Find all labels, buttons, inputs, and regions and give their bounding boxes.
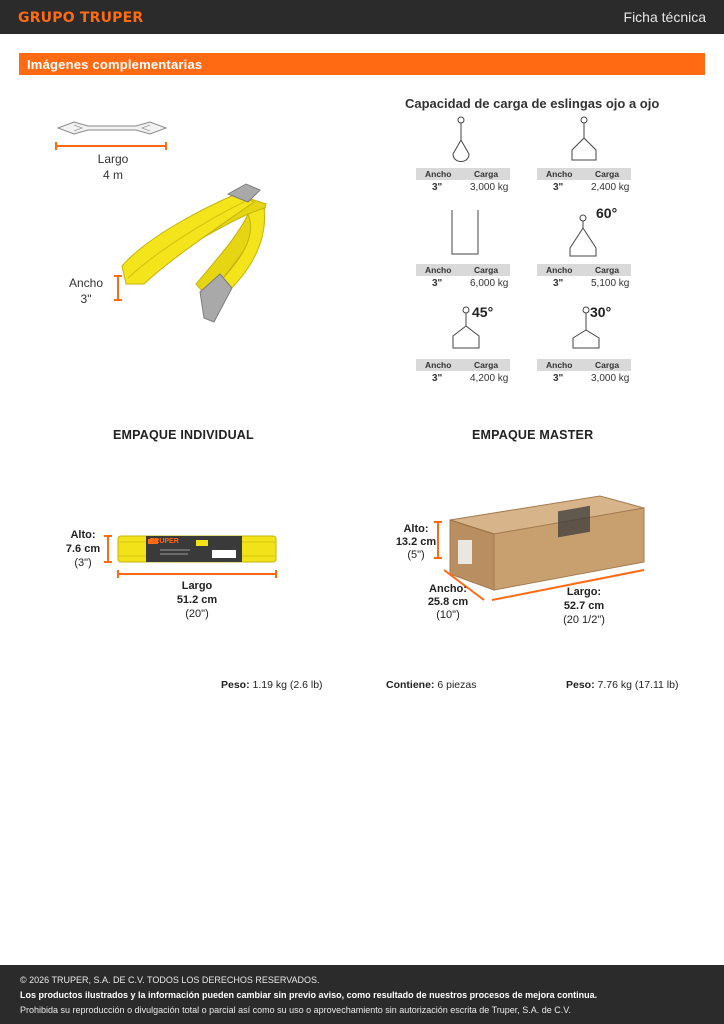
master-peso-value: 7.76 kg (17.11 lb)	[597, 679, 679, 691]
double-vertical-icon	[444, 208, 486, 260]
master-weight	[566, 679, 678, 691]
load-value: 4,200 kg	[470, 373, 509, 384]
largo-value: 4 m	[102, 168, 123, 182]
width-header: Ancho	[546, 265, 573, 275]
load-value: 6,000 kg	[470, 278, 509, 289]
angle-label-45: 45°	[472, 304, 494, 320]
document-type-title: Ficha técnica	[623, 9, 706, 25]
width-value: 3"	[432, 373, 443, 384]
width-value: 3"	[432, 182, 443, 193]
angle-label-60: 60°	[596, 205, 618, 221]
individual-largo-cm: 51.2 cm	[176, 594, 218, 606]
ancho-value: 3"	[80, 292, 92, 306]
load-value: 2,400 kg	[591, 182, 630, 193]
master-largo-cm: 52.7 cm	[563, 600, 605, 612]
vertical-basket-icon	[448, 114, 474, 166]
master-peso-label: Peso:	[566, 679, 595, 691]
individual-largo-label: Largo	[181, 580, 213, 592]
load-header: Carga	[595, 265, 620, 275]
master-alto-label: Alto:	[403, 523, 429, 535]
ancho-label: Ancho	[68, 276, 104, 290]
master-alto-in: (5")	[407, 549, 425, 561]
load-value: 3,000 kg	[470, 182, 509, 193]
master-largo-label: Largo:	[566, 586, 602, 598]
angle-60-icon	[566, 212, 600, 260]
master-package-heading: EMPAQUE MASTER	[472, 428, 594, 442]
individual-alto-in: (3")	[74, 557, 92, 569]
master-ancho-in: (10")	[436, 609, 460, 621]
width-header: Ancho	[546, 169, 573, 179]
width-header: Ancho	[425, 169, 452, 179]
contiene-value: 6 piezas	[437, 679, 477, 691]
width-header: Ancho	[546, 360, 573, 370]
load-header: Carga	[474, 360, 499, 370]
width-value: 3"	[553, 278, 564, 289]
section-bar	[19, 53, 705, 75]
contiene-label: Contiene:	[386, 679, 435, 691]
load-value: 5,100 kg	[591, 278, 630, 289]
master-largo-in: (20 1/2")	[563, 614, 605, 626]
page-footer	[0, 965, 724, 1024]
page-header	[0, 0, 724, 34]
individual-alto-label: Alto:	[70, 529, 96, 541]
width-value: 3"	[553, 182, 564, 193]
individual-package-image	[100, 530, 286, 580]
master-alto-cm: 13.2 cm	[395, 536, 437, 548]
width-value: 3"	[432, 278, 443, 289]
individual-peso-label: Peso:	[221, 679, 250, 691]
truper-logo: GRUPO TRUPER	[18, 10, 144, 26]
individual-largo-in: (20")	[185, 608, 209, 620]
width-header: Ancho	[425, 265, 452, 275]
individual-weight	[221, 679, 323, 691]
width-value: 3"	[553, 373, 564, 384]
footer-notice: Los productos ilustrados y la información pueden cambiar sin previo aviso, como resultado de nuestros procesos de mejora continua.	[20, 990, 598, 1000]
master-ancho-cm: 25.8 cm	[427, 596, 469, 608]
section-title: Imágenes complementarias	[27, 57, 203, 72]
width-header: Ancho	[425, 360, 452, 370]
package-brand: TRUPER	[150, 538, 179, 545]
sling-outline-icon	[52, 118, 172, 154]
footer-prohibition: Prohibida su reproducción o divulgación total o parcial así como su uso o aprovechamiento sin autorización escrita de Truper, S.A. de C.V.	[20, 1005, 571, 1015]
angle-label-30: 30°	[590, 304, 612, 320]
capacity-title: Capacidad de carga de eslingas ojo a ojo	[405, 96, 660, 111]
individual-package-heading: EMPAQUE INDIVIDUAL	[113, 428, 254, 442]
master-contents	[386, 679, 476, 691]
master-ancho-label: Ancho:	[429, 583, 467, 595]
load-header: Carga	[474, 265, 499, 275]
load-header: Carga	[595, 360, 620, 370]
footer-copyright: © 2026 TRUPER, S.A. DE C.V. TODOS LOS DERECHOS RESERVADOS.	[20, 975, 320, 985]
individual-alto-cm: 7.6 cm	[65, 543, 101, 555]
largo-label: Largo	[97, 152, 129, 166]
load-value: 3,000 kg	[591, 373, 630, 384]
individual-peso-value: 1.19 kg (2.6 lb)	[252, 679, 323, 691]
load-header: Carga	[595, 169, 620, 179]
sling-image	[108, 180, 278, 330]
load-header: Carga	[474, 169, 499, 179]
basket-hitch-icon	[568, 114, 600, 164]
